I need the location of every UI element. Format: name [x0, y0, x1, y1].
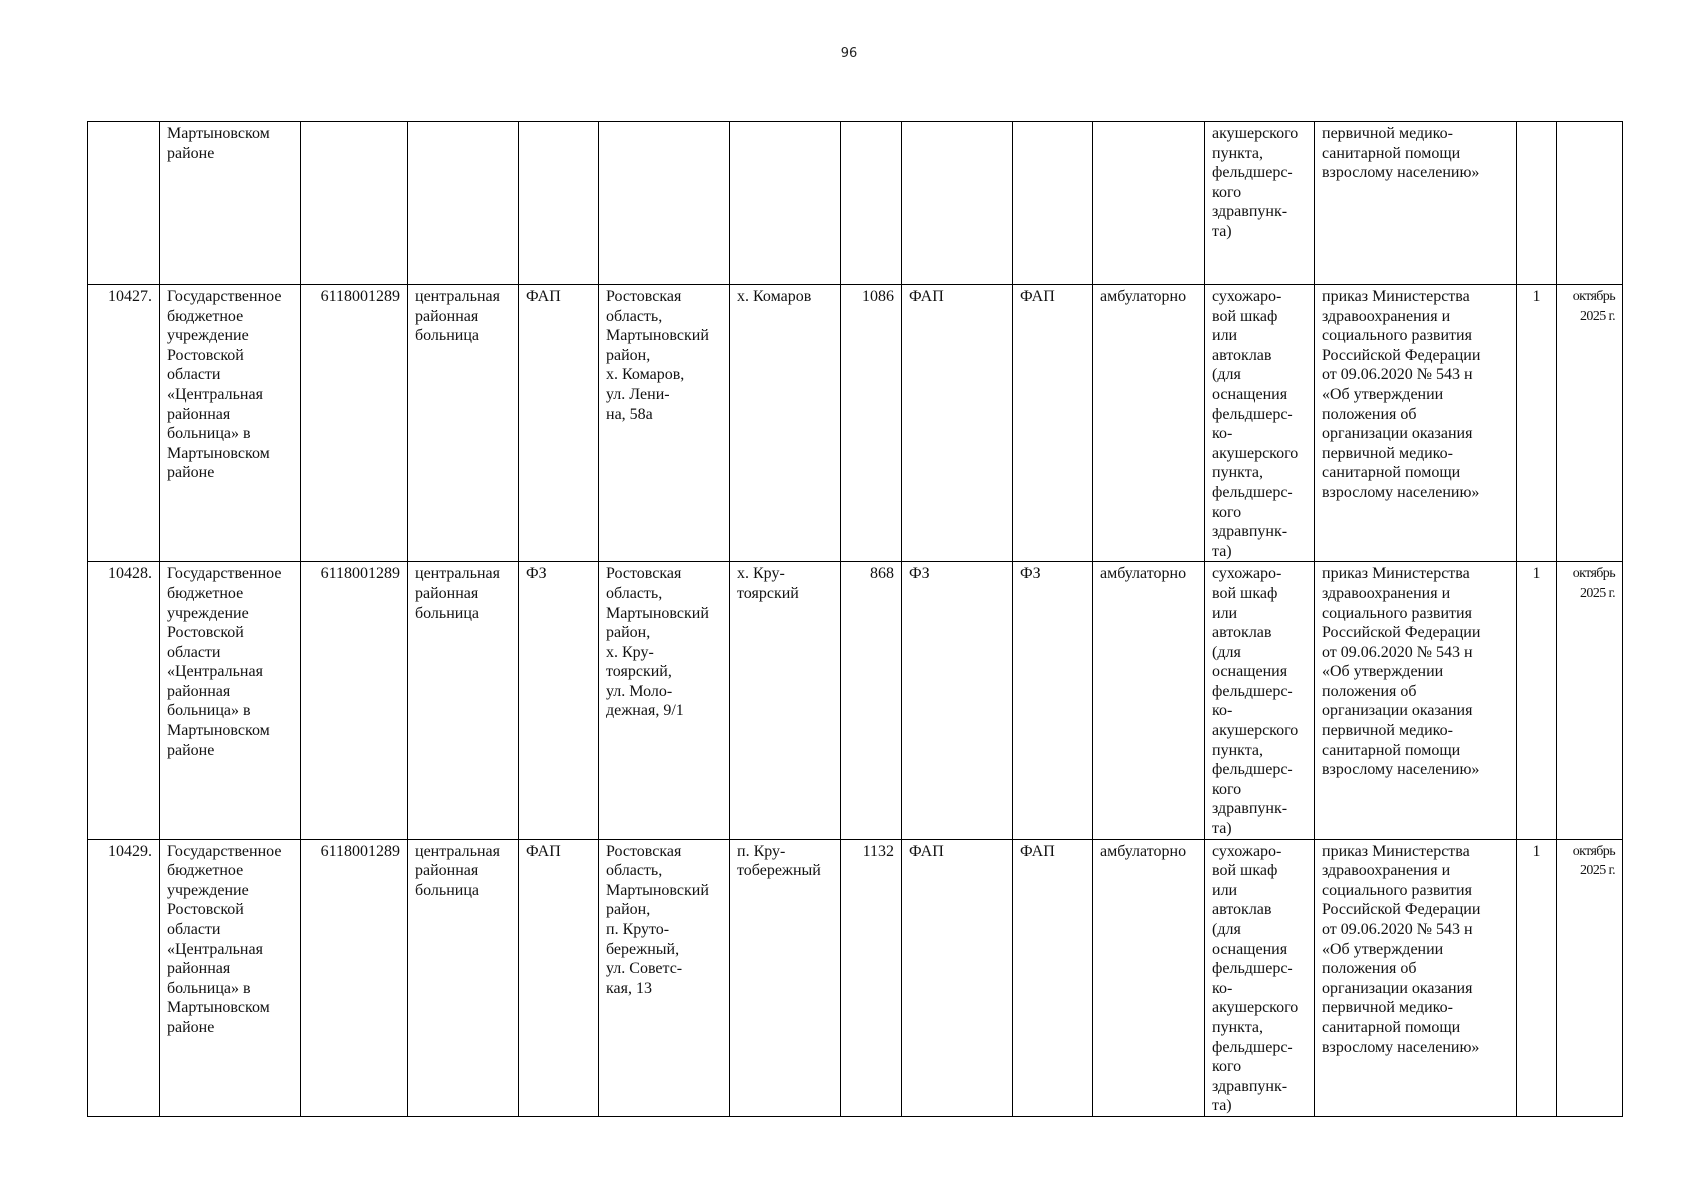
population-cell: 868: [841, 562, 902, 839]
equipment-cell: сухожаро- вой шкаф или автоклав (для оснащения фельдшерс- ко- акушерского пункта, фельдшерс- кого здравпунк- та): [1205, 562, 1315, 839]
care-form-cell: [1093, 122, 1205, 285]
inn-cell: 6118001289: [301, 839, 408, 1116]
legal-basis-cell: приказ Министерства здравоохранения и социального развития Российской Федерации от 09.06.2020 № 543 н «Об утверждении положения об организации оказания первичной медико- санитарной помощи взрослому населению»: [1315, 562, 1517, 839]
care-form-cell: амбулаторно: [1093, 285, 1205, 562]
quantity-cell: [1517, 122, 1557, 285]
inn-cell: [301, 122, 408, 285]
equipment-cell: сухожаро- вой шкаф или автоклав (для оснащения фельдшерс- ко- акушерского пункта, фельдшерс- кого здравпунк- та): [1205, 285, 1315, 562]
quantity-cell: 1: [1517, 285, 1557, 562]
population-cell: [841, 122, 902, 285]
due-date-cell: [1557, 122, 1623, 285]
organization-type-cell: [408, 122, 519, 285]
due-date-cell: октябрь 2025 г.: [1557, 839, 1623, 1116]
organization-cell: Государственное бюджетное учреждение Ростовской области «Центральная районная больница» в Мартыновском районе: [160, 839, 301, 1116]
unit-cell: ФАП: [902, 285, 1013, 562]
row-number-cell: 10427.: [88, 285, 160, 562]
organization-cell: Государственное бюджетное учреждение Ростовской области «Центральная районная больница» в Мартыновском районе: [160, 285, 301, 562]
page-number: 96: [840, 46, 858, 61]
unit-type-cell: ФАП: [1013, 839, 1093, 1116]
facility-kind-cell: [519, 122, 599, 285]
legal-basis-cell: приказ Министерства здравоохранения и социального развития Российской Федерации от 09.06.2020 № 543 н «Об утверждении положения об организации оказания первичной медико- санитарной помощи взрослому населению»: [1315, 839, 1517, 1116]
row-number-cell: [88, 122, 160, 285]
unit-cell: [902, 122, 1013, 285]
legal-basis-cell: первичной медико- санитарной помощи взрослому населению»: [1315, 122, 1517, 285]
quantity-cell: 1: [1517, 839, 1557, 1116]
address-cell: Ростовская область, Мартыновский район, п. Круто- бережный, ул. Советс- кая, 13: [599, 839, 730, 1116]
facility-kind-cell: ФАП: [519, 839, 599, 1116]
unit-type-cell: ФАП: [1013, 285, 1093, 562]
facility-kind-cell: ФЗ: [519, 562, 599, 839]
care-form-cell: амбулаторно: [1093, 839, 1205, 1116]
row-number-cell: 10429.: [88, 839, 160, 1116]
due-date-cell: октябрь 2025 г.: [1557, 562, 1623, 839]
organization-type-cell: центральная районная больница: [408, 839, 519, 1116]
unit-type-cell: [1013, 122, 1093, 285]
equipment-cell: сухожаро- вой шкаф или автоклав (для оснащения фельдшерс- ко- акушерского пункта, фельдшерс- кого здравпунк- та): [1205, 839, 1315, 1116]
settlement-cell: х. Кру- тоярский: [730, 562, 841, 839]
table-row: [88, 122, 1623, 285]
inn-cell: 6118001289: [301, 285, 408, 562]
table-row: [88, 839, 1623, 1116]
population-cell: 1132: [841, 839, 902, 1116]
address-cell: Ростовская область, Мартыновский район, х. Комаров, ул. Лени- на, 58а: [599, 285, 730, 562]
unit-type-cell: ФЗ: [1013, 562, 1093, 839]
table-row: [88, 562, 1623, 839]
table-row: [88, 285, 1623, 562]
inn-cell: 6118001289: [301, 562, 408, 839]
organization-cell: Государственное бюджетное учреждение Ростовской области «Центральная районная больница» в Мартыновском районе: [160, 562, 301, 839]
population-cell: 1086: [841, 285, 902, 562]
address-cell: [599, 122, 730, 285]
unit-cell: ФАП: [902, 839, 1013, 1116]
address-cell: Ростовская область, Мартыновский район, х. Кру- тоярский, ул. Моло- дежная, 9/1: [599, 562, 730, 839]
due-date-cell: октябрь 2025 г.: [1557, 285, 1623, 562]
equipment-cell: акушерского пункта, фельдшерс- кого здравпунк- та): [1205, 122, 1315, 285]
organization-type-cell: центральная районная больница: [408, 285, 519, 562]
unit-cell: ФЗ: [902, 562, 1013, 839]
quantity-cell: 1: [1517, 562, 1557, 839]
row-number-cell: 10428.: [88, 562, 160, 839]
organization-type-cell: центральная районная больница: [408, 562, 519, 839]
facility-kind-cell: ФАП: [519, 285, 599, 562]
legal-basis-cell: приказ Министерства здравоохранения и социального развития Российской Федерации от 09.06.2020 № 543 н «Об утверждении положения об организации оказания первичной медико- санитарной помощи взрослому населению»: [1315, 285, 1517, 562]
organization-cell: Мартыновском районе: [160, 122, 301, 285]
settlement-cell: [730, 122, 841, 285]
care-form-cell: амбулаторно: [1093, 562, 1205, 839]
settlement-cell: х. Комаров: [730, 285, 841, 562]
settlement-cell: п. Кру- тобережный: [730, 839, 841, 1116]
equipment-table: [87, 121, 1623, 1117]
